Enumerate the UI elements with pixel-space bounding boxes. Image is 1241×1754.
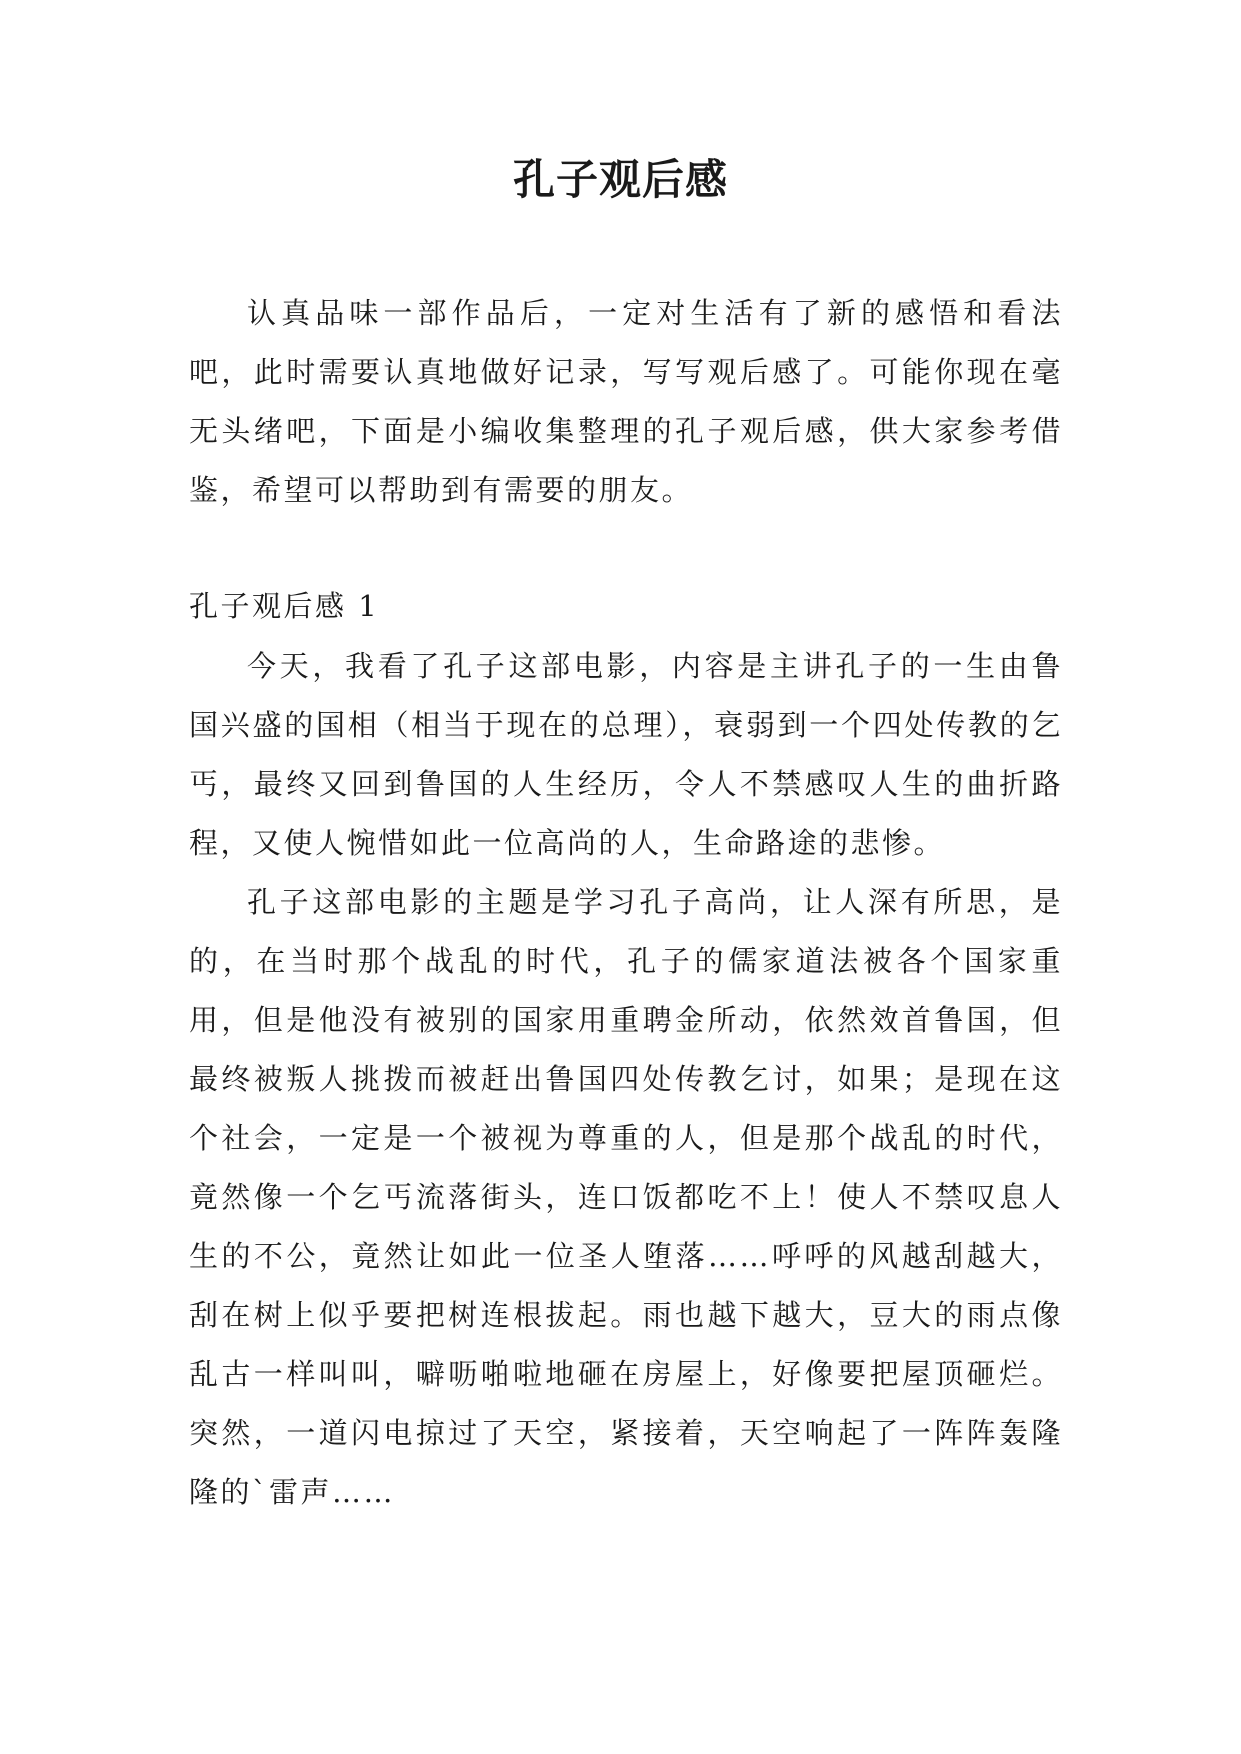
section-body	[189, 637, 1063, 1522]
document-title: 孔子观后感	[512, 155, 728, 204]
intro-paragraph: 认真品味一部作品后，一定对生活有了新的感悟和看法吧，此时需要认真地做好记录，写写观后感了。可能你现在毫无头绪吧，下面是小编收集整理的孔子观后感，供大家参考借鉴，希望可以帮助到有需要的朋友。	[189, 296, 1063, 507]
section-paragraph-1: 今天，我看了孔子这部电影，内容是主讲孔子的一生由鲁国兴盛的国相（相当于现在的总理），衰弱到一个四处传教的乞丐，最终又回到鲁国的人生经历，令人不禁感叹人生的曲折路程，又使人惋惜如此一位高尚的人，生命路途的悲惨。	[189, 649, 1063, 860]
section-paragraph-2: 孔子这部电影的主题是学习孔子高尚，让人深有所思，是的，在当时那个战乱的时代，孔子的儒家道法被各个国家重用，但是他没有被别的国家用重聘金所动，依然效首鲁国，但最终被叛人挑拨而被赶出鲁国四处传教乞讨，如果；是现在这个社会，一定是一个被视为尊重的人，但是那个战乱的时代，竟然像一个乞丐流落街头，连口饭都吃不上！使人不禁叹息人生的不公，竟然让如此一位圣人堕落……呼呼的风越刮越大，刮在树上似乎要把树连根拔起。雨也越下越大，豆大的雨点像乱古一样叫叫，噼呖啪啦地砸在房屋上，好像要把屋顶砸烂。突然，一道闪电掠过了天空，紧接着，天空响起了一阵阵轰隆隆的`雷声……	[189, 885, 1063, 1509]
section-heading: 孔子观后感 1	[189, 589, 380, 623]
